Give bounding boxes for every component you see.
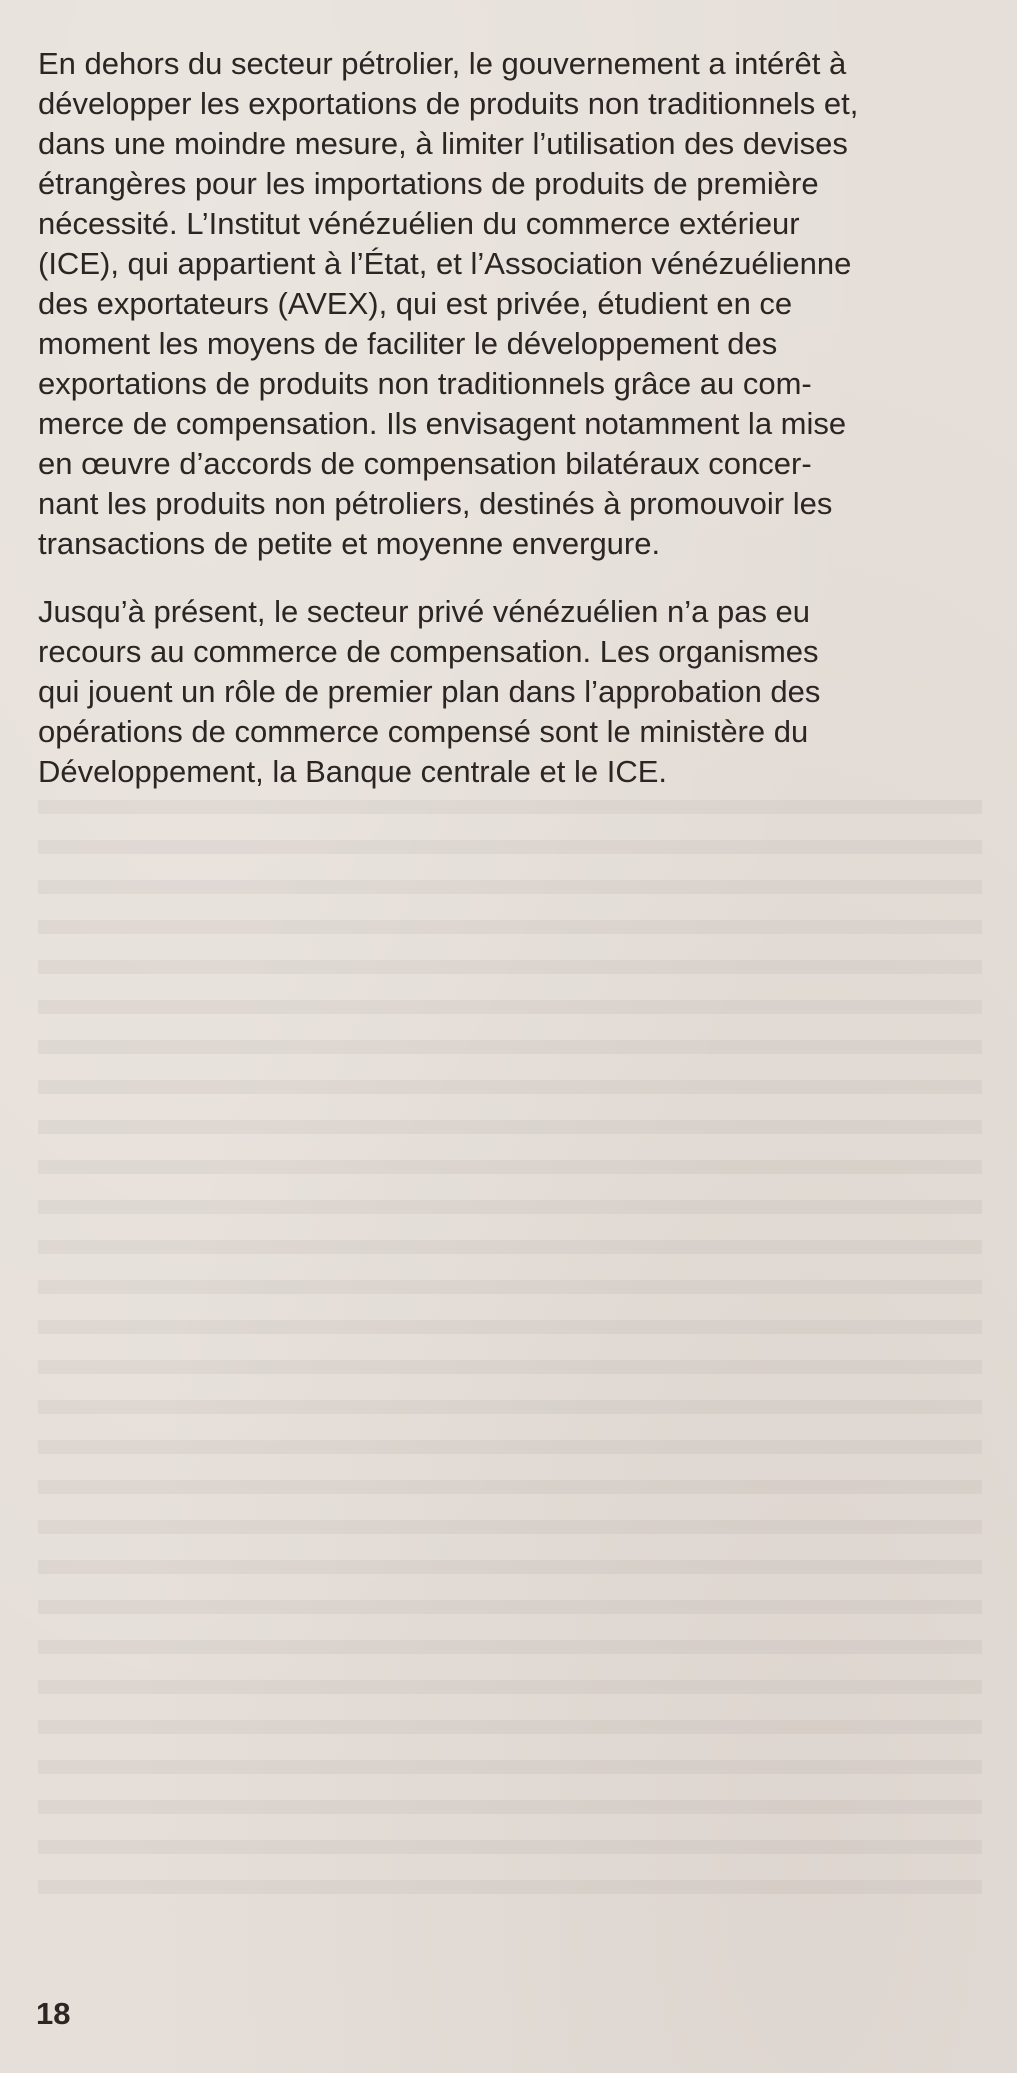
text-line: des exportateurs (AVEX), qui est privée, étudient en ce	[38, 286, 793, 321]
text-line: exportations de produits non traditionnels grâce au com-	[38, 366, 812, 401]
text-line: Développement, la Banque centrale et le ICE.	[38, 754, 667, 789]
text-line: étrangères pour les importations de produits de première	[38, 166, 819, 201]
text-line: merce de compensation. Ils envisagent notamment la mise	[38, 406, 847, 441]
text-line: Jusqu’à présent, le secteur privé vénézuélien n’a pas eu	[38, 594, 811, 629]
text-line: En dehors du secteur pétrolier, le gouvernement a intérêt à	[38, 46, 847, 81]
paragraph-2	[38, 592, 982, 792]
text-line: développer les exportations de produits non traditionnels et,	[38, 86, 859, 121]
text-line: transactions de petite et moyenne envergure.	[38, 526, 661, 561]
text-line: recours au commerce de compensation. Les organismes	[38, 634, 819, 669]
text-line: dans une moindre mesure, à limiter l’utilisation des devises	[38, 126, 848, 161]
page-number: 18	[36, 1996, 71, 2031]
text-line: (ICE), qui appartient à l’État, et l’Association vénézuélienne	[38, 246, 852, 281]
text-line: en œuvre d’accords de compensation bilatéraux concer-	[38, 446, 812, 481]
text-line: qui jouent un rôle de premier plan dans l’approbation des	[38, 674, 821, 709]
text-column	[38, 44, 982, 820]
text-line: nant les produits non pétroliers, destinés à promouvoir les	[38, 486, 833, 521]
show-through-texture	[38, 800, 982, 1920]
text-line: moment les moyens de faciliter le développement des	[38, 326, 778, 361]
paragraph-1	[38, 44, 982, 564]
text-line: opérations de commerce compensé sont le ministère du	[38, 714, 809, 749]
text-line: nécessité. L’Institut vénézuélien du commerce extérieur	[38, 206, 800, 241]
